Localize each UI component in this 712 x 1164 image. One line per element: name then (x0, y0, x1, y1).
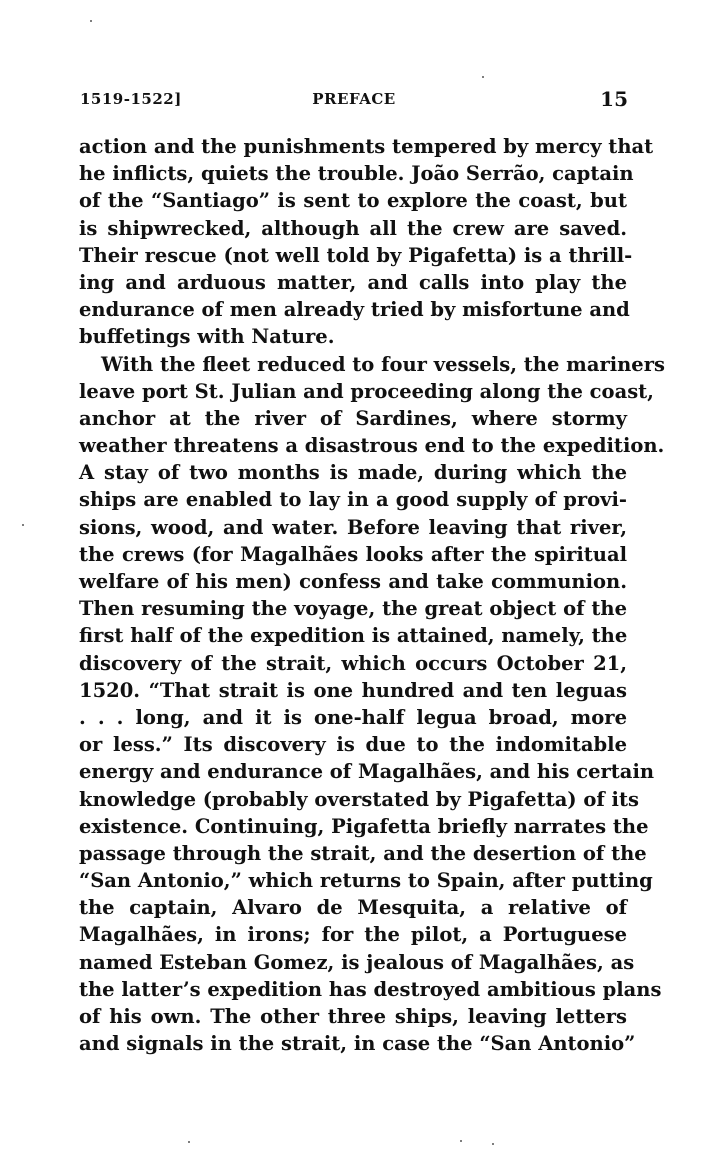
header-title: PREFACE (312, 90, 396, 108)
header-years: 1519-1522] (80, 90, 182, 108)
text-line: leave port St. Julian and proceeding along the coast, (79, 379, 654, 403)
text-line: discovery of the strait, which occurs October 21, (79, 651, 627, 675)
text-line: existence. Continuing, Pigafetta briefly narrates the (79, 814, 649, 838)
text-line: the latter’s expedition has destroyed ambitious plans (79, 977, 662, 1001)
text-line: A stay of two months is made, during which the (79, 461, 627, 485)
text-line: weather threatens a disastrous end to the expedition. (79, 434, 665, 458)
text-line: Magalhães, in irons; for the pilot, a Portuguese (79, 923, 627, 947)
text-line: and signals in the strait, in case the “San Antonio” (79, 1032, 636, 1056)
text-line: anchor at the river of Sardines, where stormy (79, 406, 627, 430)
text-line: or less.” Its discovery is due to the indomitable (79, 733, 627, 757)
text-line: action and the punishments tempered by mercy that (79, 135, 654, 158)
text-line: the captain, Alvaro de Mesquita, a relative of (79, 896, 627, 920)
text-line: of his own. The other three ships, leaving letters (79, 1005, 627, 1028)
text-line: passage through the strait, and the desertion of the (79, 841, 647, 865)
text-line: ing and arduous matter, and calls into play the (79, 270, 627, 294)
text-line: named Esteban Gomez, is jealous of Magalhães, as (79, 950, 635, 974)
text-line: the crews (for Magalhães looks after the spiritual (79, 542, 627, 566)
text-line: With the fleet reduced to four vessels, the mariners (101, 352, 665, 376)
running-header (80, 87, 628, 114)
text-line: sions, wood, and water. Before leaving that river, (79, 515, 627, 539)
text-line: endurance of men already tried by misfortune and (79, 298, 630, 322)
text-line: Then resuming the voyage, the great object of the (79, 597, 627, 621)
page-number: 15 (600, 87, 628, 111)
text-line: . . . long, and it is one-half legua broad, more (79, 705, 627, 729)
text-line: knowledge (probably overstated by Pigafetta) of its (79, 787, 639, 811)
text-line: ships are enabled to lay in a good supply of provi- (79, 488, 627, 512)
scan-speck (188, 1141, 190, 1143)
text-line: welfare of his men) confess and take communion. (79, 570, 627, 593)
scan-speck (492, 1143, 494, 1145)
text-line: 1520. “That strait is one hundred and ten leguas (79, 678, 627, 702)
text-line: is shipwrecked, although all the crew are saved. (79, 216, 627, 240)
text-line: first half of the expedition is attained, namely, the (79, 624, 628, 648)
text-line: buffetings with Nature. (79, 325, 335, 349)
text-line: he inflicts, quiets the trouble. João Serrão, captain (79, 162, 634, 186)
scan-speck (460, 1140, 462, 1142)
text-line: Their rescue (not well told by Pigafetta) is a thrill- (79, 243, 633, 267)
scan-speck (22, 524, 24, 526)
scan-speck (482, 76, 484, 78)
preface-body (79, 133, 665, 1057)
scan-speck (90, 20, 92, 22)
text-line: energy and endurance of Magalhães, and his certain (79, 760, 655, 784)
text-line: of the “Santiago” is sent to explore the coast, but (79, 189, 627, 213)
text-line: “San Antonio,” which returns to Spain, after putting (79, 869, 653, 893)
